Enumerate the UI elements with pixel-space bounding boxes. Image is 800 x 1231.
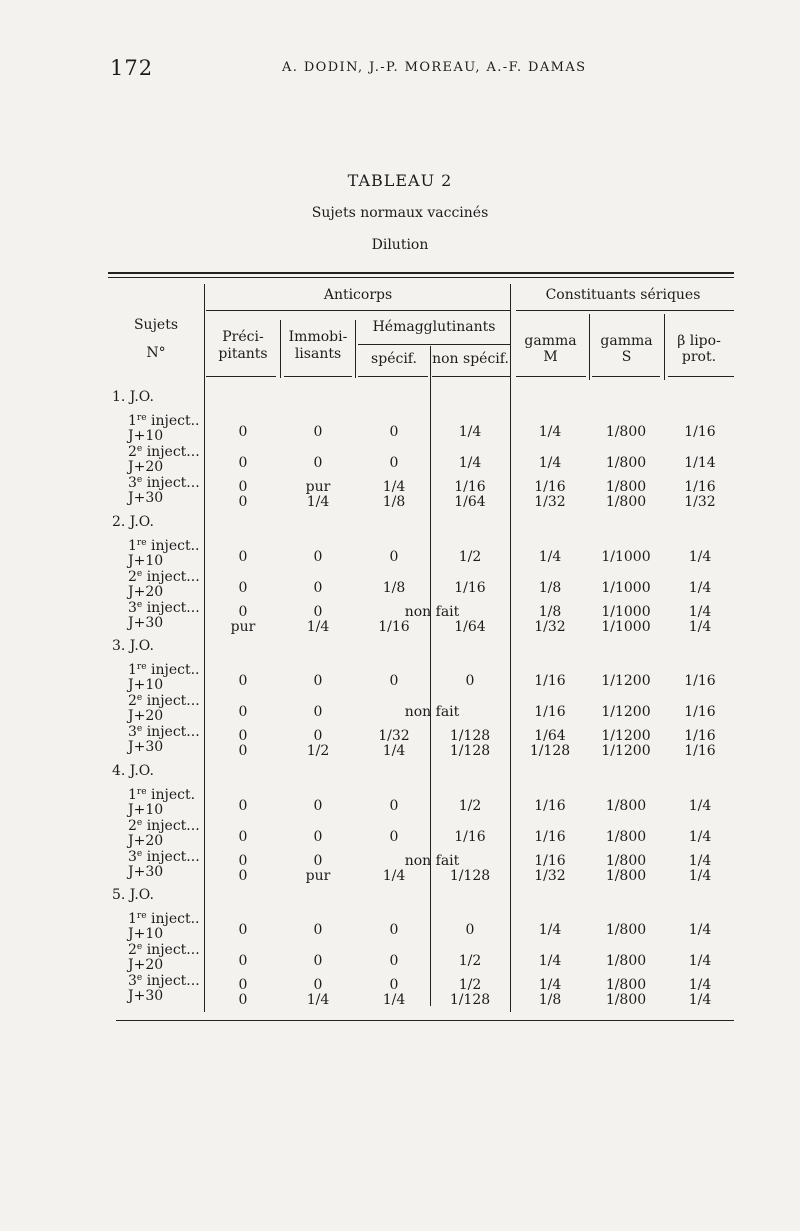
injection-text: inject... xyxy=(142,942,200,958)
table-cell: 1/1200 xyxy=(601,728,651,744)
injection-label xyxy=(128,569,200,585)
day-label: J+20 xyxy=(128,459,164,475)
injection-label xyxy=(128,444,200,460)
header-anticorps: Anticorps xyxy=(323,287,393,303)
table-cell: 1/4 xyxy=(538,548,562,565)
header-immobilisants-2: lisants xyxy=(294,346,342,362)
vrule-1 xyxy=(204,284,205,1012)
table-cell: 0 xyxy=(238,953,248,969)
table-cell: 0 xyxy=(238,494,248,510)
injection-ordinal: e xyxy=(136,475,143,485)
table-cell: 1/1000 xyxy=(601,603,651,620)
table-cell: 0 xyxy=(238,797,248,814)
table-cell: 1/800 xyxy=(605,828,647,845)
injection-text: inject... xyxy=(142,724,200,740)
table-cell: 1/4 xyxy=(538,455,562,471)
table-dilution-label: Dilution xyxy=(371,237,429,253)
table-cell: pur xyxy=(305,867,331,884)
injection-text: inject... xyxy=(142,973,200,989)
header-bottom-rule-2 xyxy=(284,376,352,377)
table-cell: 1/800 xyxy=(605,992,647,1008)
page-number: 172 xyxy=(110,56,154,80)
injection-text: inject.. xyxy=(146,662,200,678)
table-cell: 1/64 xyxy=(454,494,486,510)
header-immobilisants-1: Immobi- xyxy=(288,329,348,345)
table-cell: 0 xyxy=(313,797,323,814)
table-cell: 1/4 xyxy=(382,992,406,1008)
injection-number: 3 xyxy=(128,848,137,865)
table-cell: 1/16 xyxy=(534,673,566,689)
table-cell: 0 xyxy=(313,424,323,440)
table-cell: 1/16 xyxy=(534,828,566,845)
injection-ordinal: e xyxy=(136,942,143,952)
table-cell: 1/4 xyxy=(306,494,330,510)
table-cell: 1/4 xyxy=(688,992,712,1008)
header-gamma-s-2: S xyxy=(621,349,632,365)
injection-ordinal: e xyxy=(136,724,143,734)
injection-label xyxy=(128,973,200,989)
injection-label xyxy=(128,662,200,678)
table-cell: 0 xyxy=(313,455,323,471)
anticorps-rule xyxy=(206,310,510,311)
header-bottom-rule-7 xyxy=(668,376,734,377)
table-cell: 0 xyxy=(238,704,248,720)
table-cell: 1/800 xyxy=(605,479,647,495)
injection-ordinal: re xyxy=(136,662,147,672)
table-cell: 1/4 xyxy=(688,922,712,938)
header-specif: spécif. xyxy=(371,351,417,367)
injection-text: inject... xyxy=(142,848,200,865)
day-label: J+10 xyxy=(128,801,164,818)
table-cell: 0 xyxy=(313,977,323,993)
header-constituants: Constituants sériques xyxy=(545,287,701,303)
injection-number: 1 xyxy=(128,537,137,554)
table-cell: 1/2 xyxy=(458,548,482,565)
header-non-specif: non spécif. xyxy=(432,351,509,367)
injection-ordinal: e xyxy=(136,568,143,579)
injection-label xyxy=(128,911,200,927)
table-cell: 1/16 xyxy=(684,728,716,744)
table-cell: 0 xyxy=(238,992,248,1008)
table-cell: 1/8 xyxy=(538,992,562,1008)
injection-number: 3 xyxy=(128,475,137,491)
table-cell: 1/4 xyxy=(458,455,482,471)
table-cell: 1/16 xyxy=(454,828,486,845)
table-cell: 1/800 xyxy=(605,922,647,938)
table-cell: 1/2 xyxy=(458,977,482,993)
table-cell: 0 xyxy=(389,797,399,814)
injection-number: 3 xyxy=(128,599,137,616)
header-bottom-rule-6 xyxy=(592,376,660,377)
table-cell: 1/4 xyxy=(538,953,562,969)
injection-text: inject.. xyxy=(146,911,200,927)
table-cell: 1/1000 xyxy=(601,548,651,565)
injection-number: 3 xyxy=(128,724,137,740)
table-cell: 1/800 xyxy=(605,867,647,884)
table-cell: 1/4 xyxy=(688,579,712,596)
table-cell: 0 xyxy=(313,673,323,689)
injection-label xyxy=(128,693,200,709)
table-cell: 0 xyxy=(238,455,248,471)
table-cell: 1/16 xyxy=(684,704,716,720)
table-cell: 1/8 xyxy=(538,603,562,620)
table-cell: 0 xyxy=(313,922,323,938)
table-cell: 1/128 xyxy=(449,728,491,744)
table-cell: 0 xyxy=(238,579,248,596)
injection-ordinal: e xyxy=(136,599,143,610)
table-cell: 0 xyxy=(313,603,323,620)
day-label: J+20 xyxy=(128,708,164,724)
injection-ordinal: re xyxy=(136,786,147,797)
running-head-authors: A. DODIN, J.-P. MOREAU, A.-F. DAMAS xyxy=(282,60,587,75)
table-cell: 1/32 xyxy=(534,494,566,510)
table-cell: 0 xyxy=(389,548,399,565)
table-cell: 1/2 xyxy=(306,743,330,759)
table-cell: 1/16 xyxy=(378,618,410,635)
day-label: J+20 xyxy=(128,832,164,849)
table-cell: 0 xyxy=(238,479,248,495)
table-cell: 1/4 xyxy=(688,548,712,565)
injection-label xyxy=(128,413,200,429)
injection-number: 1 xyxy=(128,911,137,927)
day-label: J+10 xyxy=(128,428,164,444)
table-cell: 1/1200 xyxy=(601,743,651,759)
table-cell: 0 xyxy=(238,743,248,759)
table-cell: 1/8 xyxy=(382,494,406,510)
table-cell: 1/16 xyxy=(684,673,716,689)
header-gamma-m-2: M xyxy=(543,349,558,365)
table-cell: 0 xyxy=(389,424,399,440)
table-cell: 0 xyxy=(313,728,323,744)
table-cell: 0 xyxy=(313,548,323,565)
table-cell: pur xyxy=(230,618,256,635)
table-cell: 1/4 xyxy=(538,922,562,938)
table-cell: 0 xyxy=(238,603,248,620)
injection-text: inject.. xyxy=(146,537,200,554)
table-cell: 1/8 xyxy=(382,579,406,596)
table-cell: 1/800 xyxy=(605,797,647,814)
table-cell: 1/4 xyxy=(458,424,482,440)
header-gamma-m-1: gamma xyxy=(524,333,577,349)
table-cell: 1/32 xyxy=(534,867,566,884)
injection-ordinal: re xyxy=(136,911,147,921)
injection-ordinal: e xyxy=(136,444,143,454)
header-beta-lipo-1: β lipo- xyxy=(677,333,721,349)
table-cell: 1/32 xyxy=(534,618,566,635)
table-cell: 0 xyxy=(313,828,323,845)
injection-number: 2 xyxy=(128,693,137,709)
header-bottom-rule-1 xyxy=(206,376,276,377)
injection-text: inject... xyxy=(142,475,200,491)
table-cell: 1/16 xyxy=(684,479,716,495)
table-cell: 1/4 xyxy=(688,953,712,969)
injection-ordinal: e xyxy=(136,973,143,983)
day-label: J+30 xyxy=(128,490,164,506)
table-cell: 1/128 xyxy=(529,743,571,759)
table-cell: 1/4 xyxy=(688,977,712,993)
table-cell: 0 xyxy=(238,852,248,869)
day-label: J+10 xyxy=(128,926,164,942)
table-cell: 0 xyxy=(238,977,248,993)
injection-number: 2 xyxy=(128,568,137,585)
table-cell: 1/4 xyxy=(538,424,562,440)
injection-number: 3 xyxy=(128,973,137,989)
table-cell: 1/16 xyxy=(454,579,486,596)
subject-label: 3. J.O. xyxy=(112,638,154,654)
injection-label xyxy=(128,849,200,865)
table-title: TABLEAU 2 xyxy=(347,171,453,190)
day-label: J+30 xyxy=(128,614,164,631)
vrule-5 xyxy=(510,284,511,1012)
table-cell: 1/4 xyxy=(688,828,712,845)
constituants-rule xyxy=(516,310,734,311)
day-label: J+20 xyxy=(128,957,164,973)
table-cell: 1/1000 xyxy=(601,579,651,596)
table-cell: 1/4 xyxy=(688,797,712,814)
table-cell: 0 xyxy=(238,673,248,689)
day-label: J+10 xyxy=(128,677,164,693)
table-cell: 1/4 xyxy=(306,992,330,1008)
table-cell: 1/1000 xyxy=(601,618,651,635)
bottom-rule xyxy=(116,1020,734,1021)
table-cell: 1/800 xyxy=(605,494,647,510)
table-cell: 1/4 xyxy=(538,977,562,993)
table-cell: 0 xyxy=(238,922,248,938)
table-cell: 0 xyxy=(389,922,399,938)
table-cell: 1/800 xyxy=(605,455,647,471)
table-cell: 1/16 xyxy=(684,743,716,759)
injection-ordinal: re xyxy=(136,413,147,423)
header-bottom-rule-4 xyxy=(432,376,510,377)
table-cell: 1/16 xyxy=(684,424,716,440)
table-cell: 0 xyxy=(313,852,323,869)
table-cell: 0 xyxy=(389,977,399,993)
table-cell: 1/4 xyxy=(688,603,712,620)
injection-label xyxy=(128,942,200,958)
day-label: J+20 xyxy=(128,583,164,600)
table-cell: 0 xyxy=(313,953,323,969)
injection-label xyxy=(128,475,200,491)
injection-label xyxy=(128,724,200,740)
table-cell: 0 xyxy=(238,548,248,565)
table-cell: 1/4 xyxy=(688,852,712,869)
table-cell: 0 xyxy=(238,828,248,845)
injection-label xyxy=(128,787,195,803)
table-cell: 0 xyxy=(465,673,475,689)
table-cell: 0 xyxy=(238,867,248,884)
injection-ordinal: e xyxy=(136,848,143,859)
table-cell: 0 xyxy=(389,828,399,845)
injection-label xyxy=(128,818,200,834)
header-beta-lipo-2: prot. xyxy=(681,349,717,365)
header-precipitants-2: pitants xyxy=(218,346,268,362)
injection-label xyxy=(128,538,200,554)
page-header xyxy=(110,56,734,84)
table-cell: 1/14 xyxy=(684,455,716,471)
header-gamma-s-1: gamma xyxy=(600,333,653,349)
table-cell: 1/32 xyxy=(684,494,716,510)
table-cell: 1/1200 xyxy=(601,704,651,720)
table-cell: 0 xyxy=(238,728,248,744)
top-double-rule-1 xyxy=(108,272,734,274)
injection-number: 2 xyxy=(128,817,137,834)
header-no: N° xyxy=(146,345,166,361)
table-cell: pur xyxy=(305,479,331,495)
day-label: J+30 xyxy=(128,739,164,755)
table-cell: 1/128 xyxy=(449,867,491,884)
injection-text: inject... xyxy=(142,568,200,585)
table-cell: 1/4 xyxy=(382,867,406,884)
injection-number: 1 xyxy=(128,662,137,678)
table-cell: 0 xyxy=(389,673,399,689)
table-cell: 1/4 xyxy=(306,618,330,635)
injection-text: inject... xyxy=(142,817,200,834)
header-bottom-rule-3 xyxy=(358,376,428,377)
table-cell: 1/800 xyxy=(605,953,647,969)
injection-ordinal: e xyxy=(136,817,143,828)
table-cell: 0 xyxy=(313,579,323,596)
table-cell: 1/4 xyxy=(382,479,406,495)
header-bottom-rule-5 xyxy=(516,376,586,377)
table-cell: 1/16 xyxy=(534,479,566,495)
day-label: J+10 xyxy=(128,552,164,569)
header-sujets: Sujets xyxy=(133,317,179,333)
table-cell: 1/128 xyxy=(449,992,491,1008)
table-cell: 1/16 xyxy=(454,479,486,495)
table-cell: 1/800 xyxy=(605,852,647,869)
subject-label: 4. J.O. xyxy=(112,762,154,779)
table-cell: 1/64 xyxy=(454,618,486,635)
header-hemagglutinants: Hémagglutinants xyxy=(372,319,496,335)
injection-text: inject... xyxy=(142,444,200,460)
injection-text: inject... xyxy=(142,693,200,709)
injection-ordinal: re xyxy=(136,537,147,548)
top-double-rule-2 xyxy=(108,277,734,278)
table-cell: 1/16 xyxy=(534,704,566,720)
injection-ordinal: e xyxy=(136,693,143,703)
injection-number: 1 xyxy=(128,786,137,803)
header-precipitants-1: Préci- xyxy=(222,329,264,345)
table-cell: 0 xyxy=(389,455,399,471)
table-cell: 1/2 xyxy=(458,953,482,969)
table-cell: 1/4 xyxy=(688,867,712,884)
table-cell: non fait xyxy=(404,704,460,720)
table-cell: 1/2 xyxy=(458,797,482,814)
table-subtitle: Sujets normaux vaccinés xyxy=(311,205,489,221)
table-cell: 0 xyxy=(238,424,248,440)
table-cell: 1/800 xyxy=(605,424,647,440)
table-cell: 0 xyxy=(313,704,323,720)
data-table xyxy=(108,272,734,1022)
table-cell: 0 xyxy=(389,953,399,969)
injection-number: 2 xyxy=(128,444,137,460)
injection-number: 1 xyxy=(128,413,137,429)
table-cell: 1/16 xyxy=(534,797,566,814)
table-cell: 1/16 xyxy=(534,852,566,869)
day-label: J+30 xyxy=(128,988,164,1004)
table-cell: 1/32 xyxy=(378,728,410,744)
table-cell: 1/64 xyxy=(534,728,566,744)
subject-label: 1. J.O. xyxy=(112,389,154,405)
injection-text: inject. xyxy=(146,786,196,803)
injection-number: 2 xyxy=(128,942,137,958)
table-cell: 1/800 xyxy=(605,977,647,993)
injection-text: inject... xyxy=(142,599,200,616)
table-cell: 0 xyxy=(465,922,475,938)
injection-label xyxy=(128,600,200,616)
table-cell: non fait xyxy=(404,603,460,620)
table-cell: 1/1200 xyxy=(601,673,651,689)
injection-text: inject.. xyxy=(146,413,200,429)
table-cell: 1/4 xyxy=(382,743,406,759)
table-cell: 1/4 xyxy=(688,618,712,635)
table-cell: non fait xyxy=(404,852,460,869)
hemagg-rule xyxy=(358,344,510,345)
table-cell: 1/128 xyxy=(449,743,491,759)
day-label: J+30 xyxy=(128,863,164,880)
subject-label: 5. J.O. xyxy=(112,887,154,903)
table-cell: 1/8 xyxy=(538,579,562,596)
subject-label: 2. J.O. xyxy=(112,513,154,530)
